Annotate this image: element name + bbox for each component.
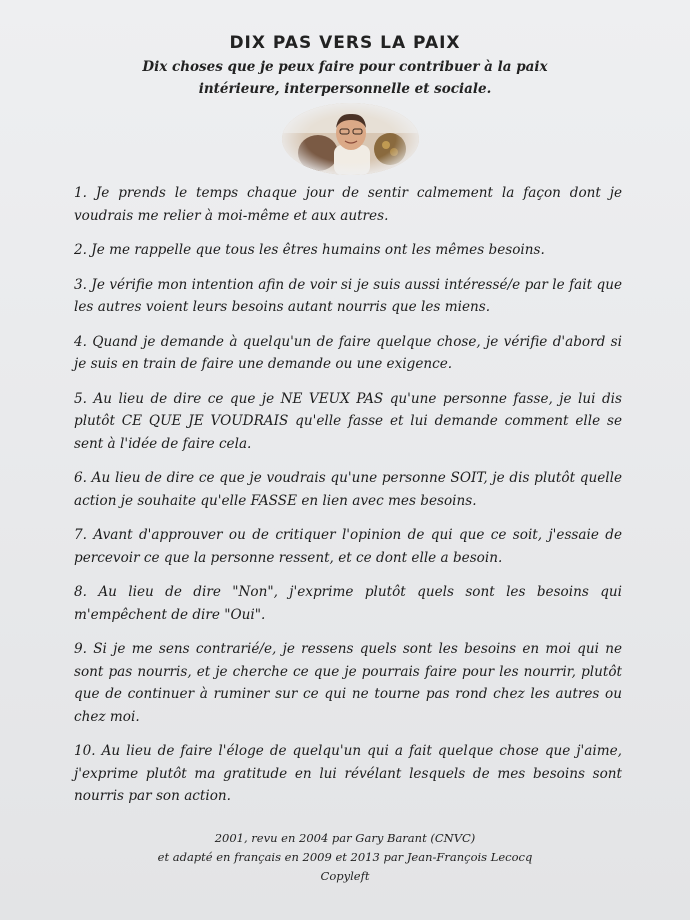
step-4: 4. Quand je demande à quelqu'un de faire quelque chose, je vérifie d'abord si je suis en train de faire une demande ou une exigence.: [74, 333, 622, 372]
subtitle-line-2: intérieure, interpersonnelle et sociale.: [198, 81, 492, 97]
portrait-photo: [282, 103, 419, 175]
steps-list: [74, 182, 622, 808]
footer-line-2: et adapté en français en 2009 et 2013 par Jean-François Lecocq: [157, 850, 533, 864]
step-2: 2. Je me rappelle que tous les êtres humains ont les mêmes besoins.: [74, 242, 545, 258]
subtitle-line-1: Dix choses que je peux faire pour contribuer à la paix: [142, 59, 548, 75]
document-subtitle: [0, 56, 690, 100]
step-5: 5. Au lieu de dire ce que je NE VEUX PAS qu'une personne fasse, je lui dis plutôt CE QUE JE VOUDRAIS qu'elle fasse et lui demande comment elle se sent à l'idée de faire cela.: [74, 390, 622, 452]
footer-copyleft: Copyleft: [320, 869, 370, 883]
portrait-illustration: [282, 103, 419, 175]
step-8: 8. Au lieu de dire "Non", j'exprime plutôt quels sont les besoins qui m'empêchent de dire "Oui".: [74, 584, 622, 623]
document-title: DIX PAS VERS LA PAIX: [229, 33, 461, 53]
step-3: 3. Je vérifie mon intention afin de voir si je suis aussi intéressé/e par le fait que les autres voient leurs besoins autant nourris que les miens.: [74, 276, 622, 315]
step-7: 7. Avant d'approuver ou de critiquer l'opinion de qui que ce soit, j'essaie de percevoir ce que la personne ressent, et ce dont elle a besoin.: [74, 527, 622, 566]
footer-line-1: 2001, revu en 2004 par Gary Barant (CNVC): [214, 831, 476, 845]
step-10: 10. Au lieu de faire l'éloge de quelqu'un qui a fait quelque chose que j'aime, j'exprime plutôt ma gratitude en lui révélant lesquels de mes besoins sont nourris par son action.: [74, 743, 622, 804]
document-footer: [0, 829, 690, 886]
step-9: 9. Si je me sens contrarié/e, je ressens quels sont les besoins en moi qui ne sont pas nourris, et je cherche ce que je pourrais faire pour les nourrir, plutôt que de continuer à ruminer sur ce qui ne tourne pas rond chez les autres ou chez moi.: [74, 641, 622, 725]
step-6: 6. Au lieu de dire ce que je voudrais qu'une personne SOIT, je dis plutôt quelle action je souhaite qu'elle FASSE en lien avec mes besoins.: [74, 470, 622, 509]
step-1: 1. Je prends le temps chaque jour de sentir calmement la façon dont je voudrais me relier à moi-même et aux autres.: [74, 185, 622, 224]
